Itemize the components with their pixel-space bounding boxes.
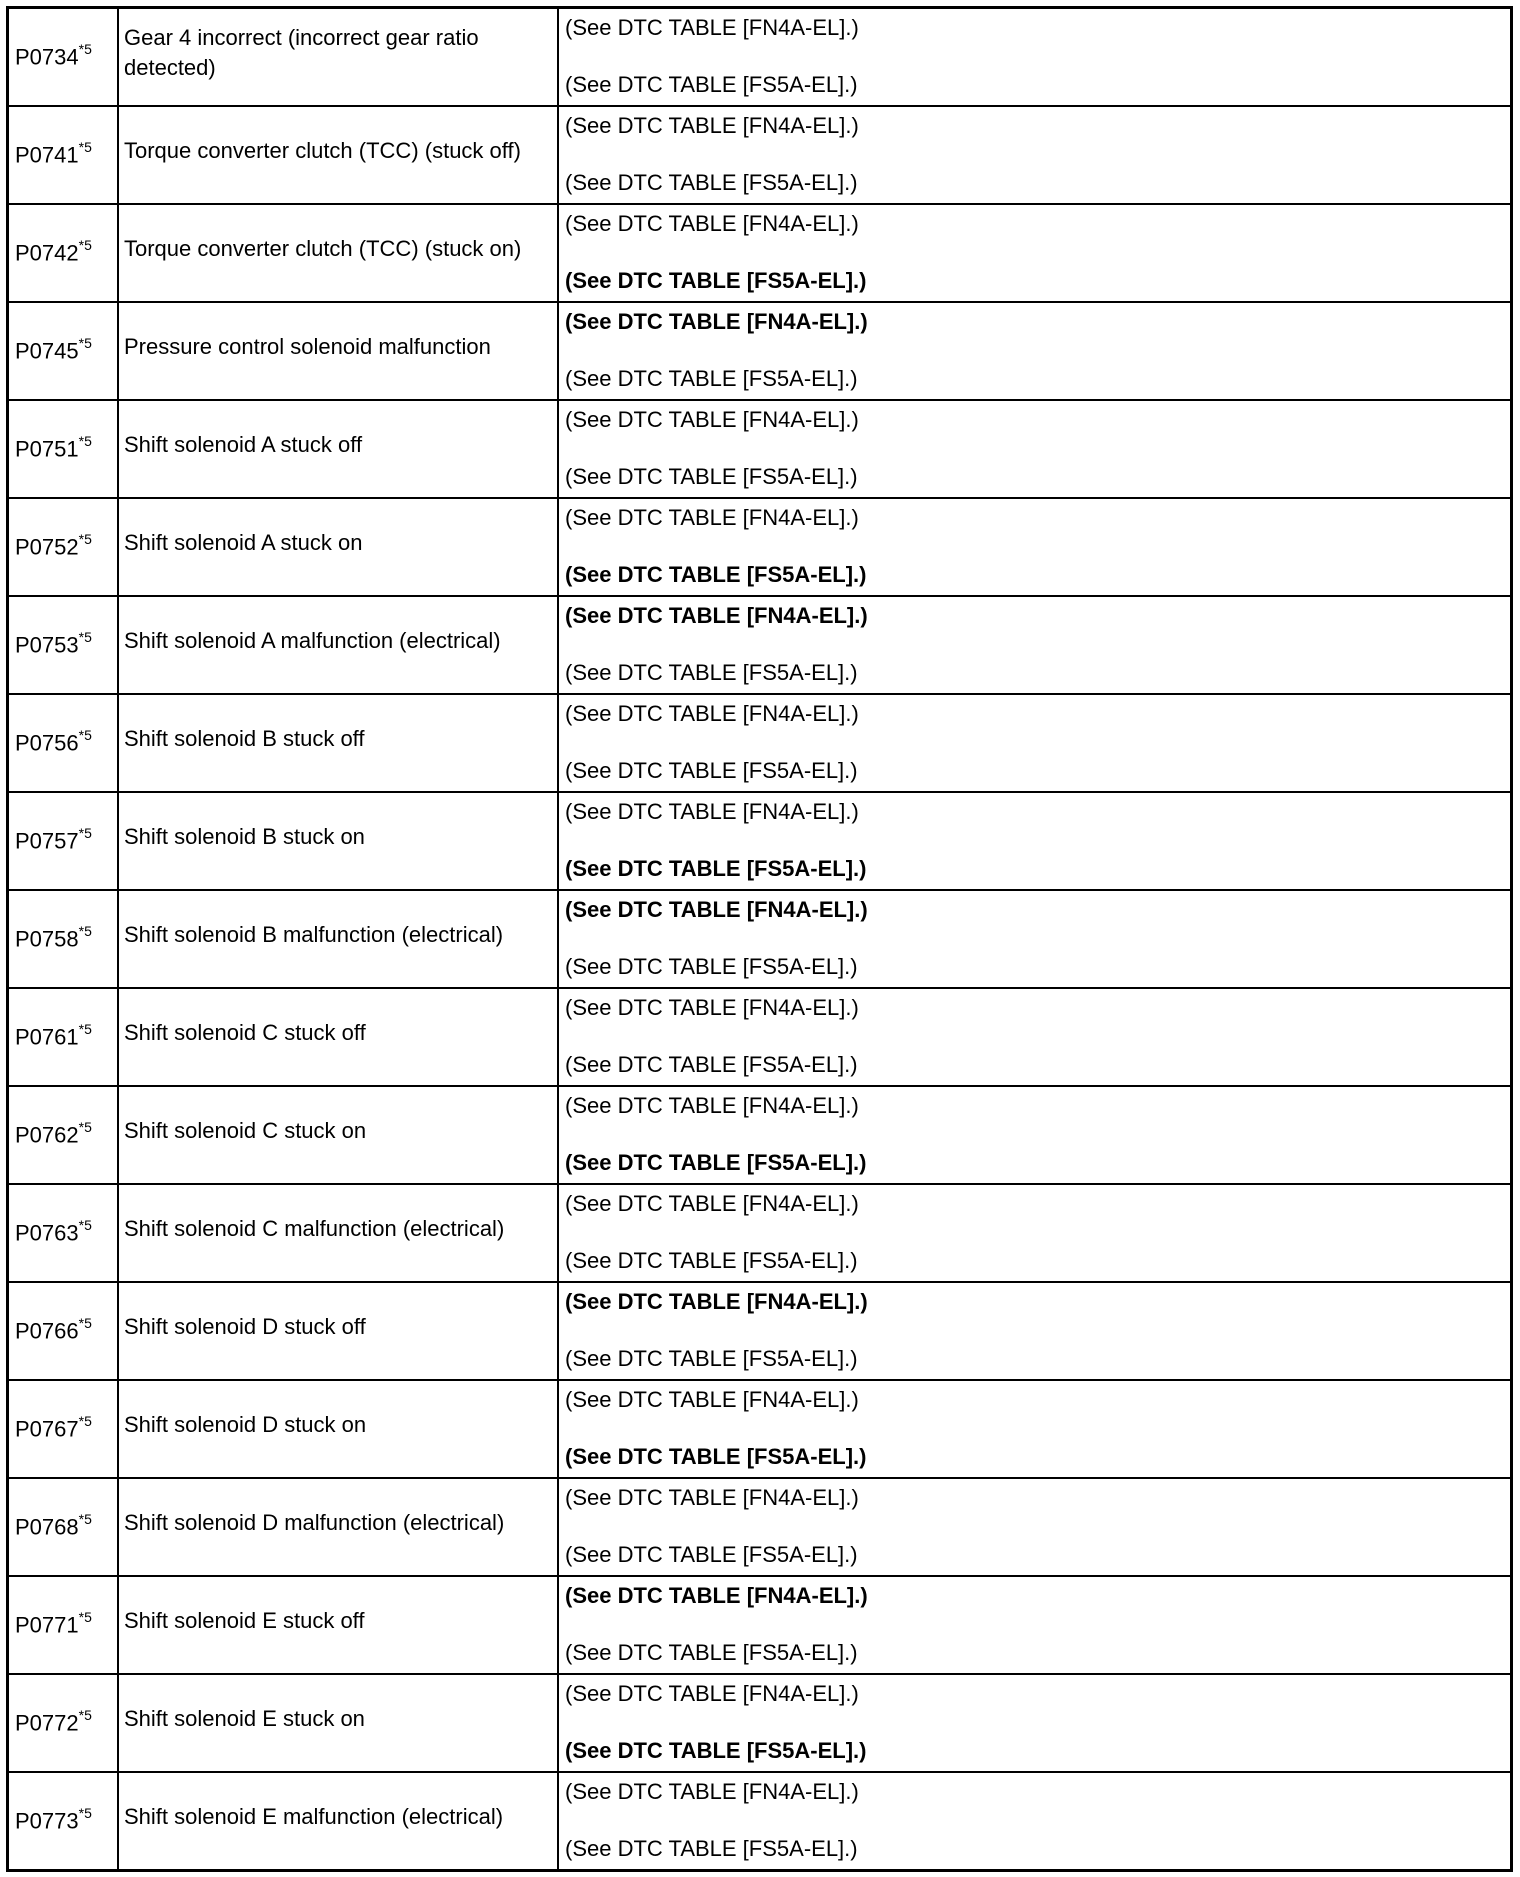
dtc-code: P0742 bbox=[15, 240, 79, 266]
table-row bbox=[8, 400, 1512, 498]
dtc-code-cell bbox=[8, 694, 119, 792]
dtc-code-cell bbox=[8, 498, 119, 596]
table-row bbox=[8, 694, 1512, 792]
dtc-description: Gear 4 incorrect (incorrect gear ratio detected) bbox=[118, 8, 558, 107]
dtc-footnote-mark: *5 bbox=[78, 1707, 92, 1724]
dtc-footnote-mark: *5 bbox=[78, 1511, 92, 1528]
dtc-code: P0766 bbox=[15, 1318, 79, 1344]
dtc-code: P0768 bbox=[15, 1514, 79, 1540]
dtc-code: P0773 bbox=[15, 1808, 79, 1834]
dtc-footnote-mark: *5 bbox=[78, 825, 92, 842]
dtc-footnote-mark: *5 bbox=[78, 41, 92, 58]
dtc-code-cell bbox=[8, 890, 119, 988]
dtc-description: Shift solenoid A malfunction (electrical) bbox=[118, 596, 558, 694]
dtc-footnote-mark: *5 bbox=[78, 1217, 92, 1234]
dtc-table-link-fn4a[interactable]: (See DTC TABLE [FN4A-EL].) bbox=[565, 1779, 859, 1804]
dtc-description: Torque converter clutch (TCC) (stuck off) bbox=[118, 106, 558, 204]
dtc-footnote-mark: *5 bbox=[78, 1021, 92, 1038]
dtc-table-link-fn4a[interactable]: (See DTC TABLE [FN4A-EL].) bbox=[565, 1681, 859, 1706]
dtc-table-link-fs5a[interactable]: (See DTC TABLE [FS5A-EL].) bbox=[565, 1738, 867, 1763]
dtc-reference-cell bbox=[558, 890, 1512, 988]
dtc-code-cell bbox=[8, 1282, 119, 1380]
dtc-reference-cell bbox=[558, 8, 1512, 107]
dtc-code-cell bbox=[8, 1478, 119, 1576]
dtc-code: P0771 bbox=[15, 1612, 79, 1638]
dtc-code: P0761 bbox=[15, 1024, 79, 1050]
table-row bbox=[8, 1380, 1512, 1478]
dtc-table-link-fs5a[interactable]: (See DTC TABLE [FS5A-EL].) bbox=[565, 1052, 858, 1077]
table-row bbox=[8, 596, 1512, 694]
dtc-table-link-fs5a[interactable]: (See DTC TABLE [FS5A-EL].) bbox=[565, 268, 867, 293]
table-row bbox=[8, 1282, 1512, 1380]
dtc-reference-cell bbox=[558, 302, 1512, 400]
dtc-footnote-mark: *5 bbox=[78, 433, 92, 450]
dtc-table-link-fn4a[interactable]: (See DTC TABLE [FN4A-EL].) bbox=[565, 309, 868, 334]
dtc-table-link-fn4a[interactable]: (See DTC TABLE [FN4A-EL].) bbox=[565, 1583, 868, 1608]
dtc-description: Shift solenoid D stuck off bbox=[118, 1282, 558, 1380]
dtc-code-cell bbox=[8, 8, 119, 107]
dtc-code: P0745 bbox=[15, 338, 79, 364]
dtc-description: Shift solenoid D malfunction (electrical) bbox=[118, 1478, 558, 1576]
dtc-table-link-fs5a[interactable]: (See DTC TABLE [FS5A-EL].) bbox=[565, 1444, 867, 1469]
dtc-description: Shift solenoid A stuck off bbox=[118, 400, 558, 498]
dtc-table-link-fn4a[interactable]: (See DTC TABLE [FN4A-EL].) bbox=[565, 113, 859, 138]
dtc-footnote-mark: *5 bbox=[78, 335, 92, 352]
dtc-footnote-mark: *5 bbox=[78, 923, 92, 940]
table-row bbox=[8, 1478, 1512, 1576]
dtc-code-cell bbox=[8, 596, 119, 694]
table-row bbox=[8, 498, 1512, 596]
dtc-code: P0734 bbox=[15, 44, 79, 70]
dtc-table-link-fn4a[interactable]: (See DTC TABLE [FN4A-EL].) bbox=[565, 603, 868, 628]
dtc-description: Shift solenoid C malfunction (electrical) bbox=[118, 1184, 558, 1282]
dtc-reference-cell bbox=[558, 1478, 1512, 1576]
dtc-table-link-fn4a[interactable]: (See DTC TABLE [FN4A-EL].) bbox=[565, 1387, 859, 1412]
table-row bbox=[8, 792, 1512, 890]
dtc-code-cell bbox=[8, 302, 119, 400]
table-row bbox=[8, 302, 1512, 400]
dtc-reference-cell bbox=[558, 694, 1512, 792]
dtc-table-body bbox=[8, 8, 1512, 1871]
dtc-table-link-fs5a[interactable]: (See DTC TABLE [FS5A-EL].) bbox=[565, 1836, 858, 1861]
dtc-reference-cell bbox=[558, 792, 1512, 890]
dtc-description: Shift solenoid B malfunction (electrical) bbox=[118, 890, 558, 988]
dtc-footnote-mark: *5 bbox=[78, 727, 92, 744]
dtc-table-link-fn4a[interactable]: (See DTC TABLE [FN4A-EL].) bbox=[565, 995, 859, 1020]
dtc-table-link-fs5a[interactable]: (See DTC TABLE [FS5A-EL].) bbox=[565, 660, 858, 685]
dtc-reference-cell bbox=[558, 106, 1512, 204]
dtc-table bbox=[6, 6, 1513, 1872]
dtc-code: P0763 bbox=[15, 1220, 79, 1246]
dtc-footnote-mark: *5 bbox=[78, 1119, 92, 1136]
dtc-code-cell bbox=[8, 988, 119, 1086]
dtc-code: P0767 bbox=[15, 1416, 79, 1442]
dtc-footnote-mark: *5 bbox=[78, 1413, 92, 1430]
table-row bbox=[8, 1674, 1512, 1772]
dtc-code: P0752 bbox=[15, 534, 79, 560]
dtc-footnote-mark: *5 bbox=[78, 1609, 92, 1626]
dtc-code: P0758 bbox=[15, 926, 79, 952]
dtc-reference-cell bbox=[558, 204, 1512, 302]
dtc-table-link-fn4a[interactable]: (See DTC TABLE [FN4A-EL].) bbox=[565, 15, 859, 40]
dtc-table-link-fs5a[interactable]: (See DTC TABLE [FS5A-EL].) bbox=[565, 758, 858, 783]
dtc-table-link-fn4a[interactable]: (See DTC TABLE [FN4A-EL].) bbox=[565, 799, 859, 824]
table-row bbox=[8, 1086, 1512, 1184]
dtc-reference-cell bbox=[558, 1576, 1512, 1674]
dtc-reference-cell bbox=[558, 988, 1512, 1086]
table-row bbox=[8, 8, 1512, 107]
dtc-footnote-mark: *5 bbox=[78, 1805, 92, 1822]
dtc-reference-cell bbox=[558, 498, 1512, 596]
dtc-footnote-mark: *5 bbox=[78, 629, 92, 646]
dtc-footnote-mark: *5 bbox=[78, 1315, 92, 1332]
dtc-description: Shift solenoid E stuck on bbox=[118, 1674, 558, 1772]
table-row bbox=[8, 1576, 1512, 1674]
dtc-footnote-mark: *5 bbox=[78, 531, 92, 548]
dtc-reference-cell bbox=[558, 1772, 1512, 1871]
dtc-reference-cell bbox=[558, 1184, 1512, 1282]
table-row bbox=[8, 1184, 1512, 1282]
dtc-code: P0757 bbox=[15, 828, 79, 854]
dtc-reference-cell bbox=[558, 1086, 1512, 1184]
dtc-table-link-fn4a[interactable]: (See DTC TABLE [FN4A-EL].) bbox=[565, 211, 859, 236]
dtc-reference-cell bbox=[558, 1674, 1512, 1772]
dtc-table-link-fn4a[interactable]: (See DTC TABLE [FN4A-EL].) bbox=[565, 897, 868, 922]
dtc-table-link-fs5a[interactable]: (See DTC TABLE [FS5A-EL].) bbox=[565, 170, 858, 195]
table-row bbox=[8, 988, 1512, 1086]
dtc-table-link-fn4a[interactable]: (See DTC TABLE [FN4A-EL].) bbox=[565, 1289, 868, 1314]
dtc-table-link-fn4a[interactable]: (See DTC TABLE [FN4A-EL].) bbox=[565, 701, 859, 726]
dtc-table-link-fs5a[interactable]: (See DTC TABLE [FS5A-EL].) bbox=[565, 72, 858, 97]
dtc-description: Torque converter clutch (TCC) (stuck on) bbox=[118, 204, 558, 302]
dtc-code-cell bbox=[8, 1184, 119, 1282]
dtc-table-link-fn4a[interactable]: (See DTC TABLE [FN4A-EL].) bbox=[565, 407, 859, 432]
dtc-reference-cell bbox=[558, 1380, 1512, 1478]
dtc-code-cell bbox=[8, 400, 119, 498]
dtc-description: Shift solenoid A stuck on bbox=[118, 498, 558, 596]
dtc-table-link-fs5a[interactable]: (See DTC TABLE [FS5A-EL].) bbox=[565, 464, 858, 489]
dtc-description: Shift solenoid C stuck off bbox=[118, 988, 558, 1086]
table-row bbox=[8, 890, 1512, 988]
dtc-footnote-mark: *5 bbox=[78, 237, 92, 254]
dtc-table-link-fs5a[interactable]: (See DTC TABLE [FS5A-EL].) bbox=[565, 954, 858, 979]
dtc-footnote-mark: *5 bbox=[78, 139, 92, 156]
dtc-code: P0756 bbox=[15, 730, 79, 756]
dtc-code: P0741 bbox=[15, 142, 79, 168]
dtc-code-cell bbox=[8, 1576, 119, 1674]
dtc-table-link-fs5a[interactable]: (See DTC TABLE [FS5A-EL].) bbox=[565, 562, 867, 587]
dtc-table-link-fn4a[interactable]: (See DTC TABLE [FN4A-EL].) bbox=[565, 505, 859, 530]
dtc-code-cell bbox=[8, 1772, 119, 1871]
dtc-code: P0753 bbox=[15, 632, 79, 658]
dtc-code-cell bbox=[8, 1086, 119, 1184]
dtc-table-link-fs5a[interactable]: (See DTC TABLE [FS5A-EL].) bbox=[565, 1640, 858, 1665]
table-row bbox=[8, 106, 1512, 204]
dtc-code: P0751 bbox=[15, 436, 79, 462]
dtc-code-cell bbox=[8, 792, 119, 890]
dtc-description: Shift solenoid E malfunction (electrical) bbox=[118, 1772, 558, 1871]
table-row bbox=[8, 204, 1512, 302]
dtc-table-link-fs5a[interactable]: (See DTC TABLE [FS5A-EL].) bbox=[565, 366, 858, 391]
dtc-table-link-fs5a[interactable]: (See DTC TABLE [FS5A-EL].) bbox=[565, 856, 867, 881]
dtc-description: Shift solenoid C stuck on bbox=[118, 1086, 558, 1184]
dtc-table-link-fn4a[interactable]: (See DTC TABLE [FN4A-EL].) bbox=[565, 1191, 859, 1216]
dtc-code-cell bbox=[8, 1380, 119, 1478]
dtc-table-link-fs5a[interactable]: (See DTC TABLE [FS5A-EL].) bbox=[565, 1150, 867, 1175]
dtc-table-link-fn4a[interactable]: (See DTC TABLE [FN4A-EL].) bbox=[565, 1485, 859, 1510]
dtc-code-cell bbox=[8, 204, 119, 302]
dtc-code: P0762 bbox=[15, 1122, 79, 1148]
dtc-description: Shift solenoid B stuck off bbox=[118, 694, 558, 792]
dtc-table-link-fn4a[interactable]: (See DTC TABLE [FN4A-EL].) bbox=[565, 1093, 859, 1118]
dtc-description: Pressure control solenoid malfunction bbox=[118, 302, 558, 400]
dtc-reference-cell bbox=[558, 1282, 1512, 1380]
dtc-table-link-fs5a[interactable]: (See DTC TABLE [FS5A-EL].) bbox=[565, 1346, 858, 1371]
dtc-description: Shift solenoid E stuck off bbox=[118, 1576, 558, 1674]
dtc-table-link-fs5a[interactable]: (See DTC TABLE [FS5A-EL].) bbox=[565, 1248, 858, 1273]
dtc-reference-cell bbox=[558, 400, 1512, 498]
dtc-description: Shift solenoid D stuck on bbox=[118, 1380, 558, 1478]
dtc-reference-cell bbox=[558, 596, 1512, 694]
dtc-code-cell bbox=[8, 1674, 119, 1772]
table-row bbox=[8, 1772, 1512, 1871]
dtc-table-link-fs5a[interactable]: (See DTC TABLE [FS5A-EL].) bbox=[565, 1542, 858, 1567]
dtc-description: Shift solenoid B stuck on bbox=[118, 792, 558, 890]
dtc-code: P0772 bbox=[15, 1710, 79, 1736]
dtc-code-cell bbox=[8, 106, 119, 204]
